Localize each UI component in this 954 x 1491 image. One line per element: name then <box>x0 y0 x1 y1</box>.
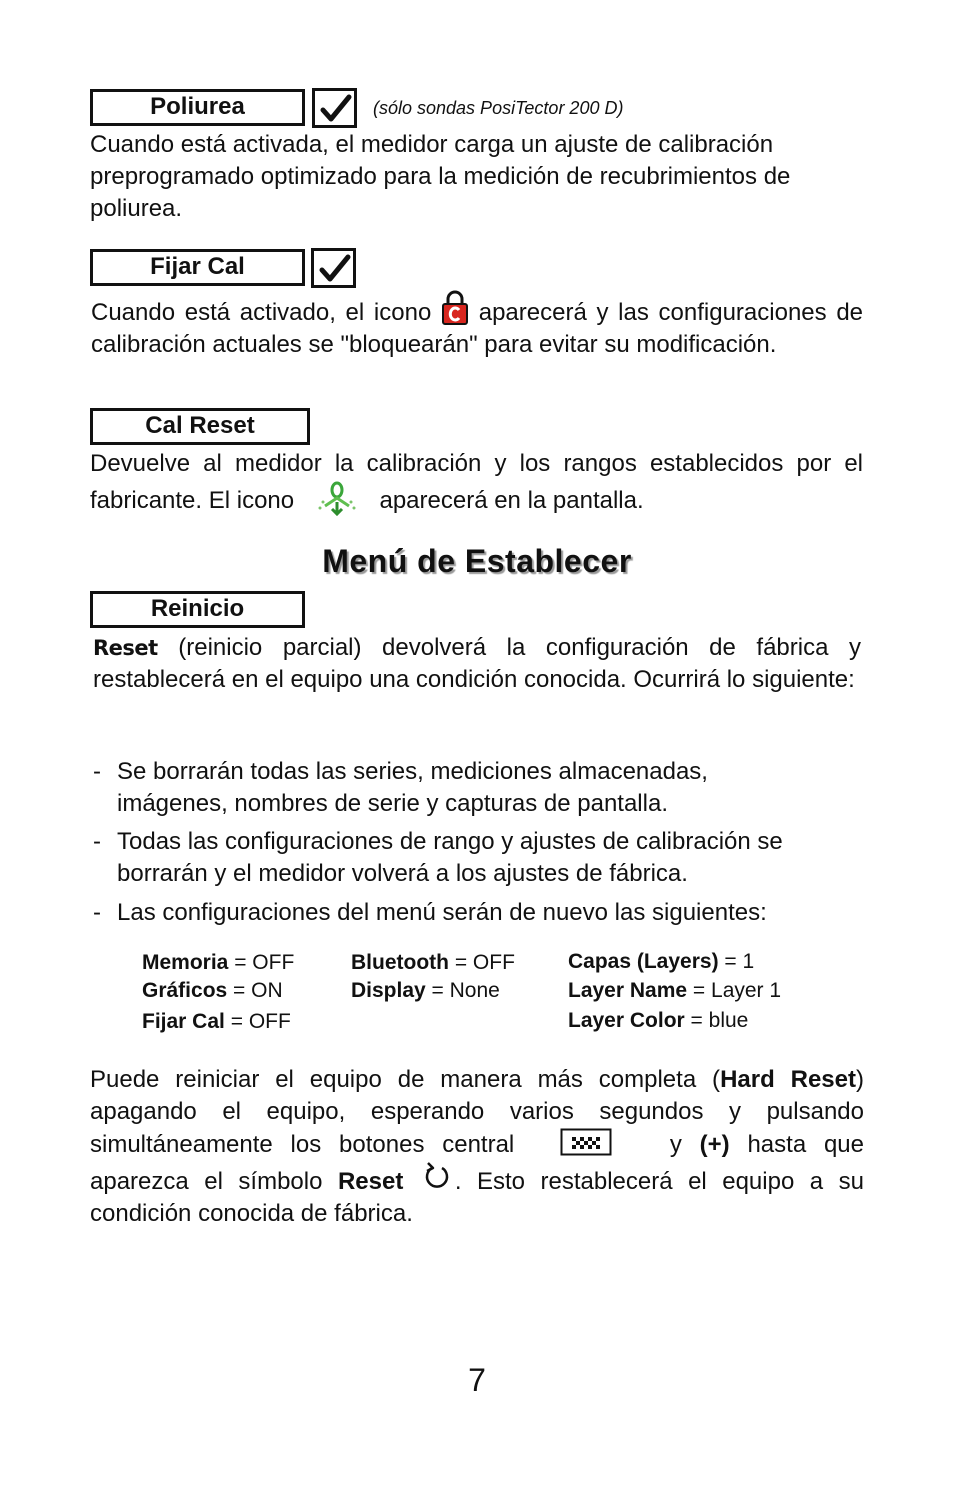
bullet-line: Todas las configuraciones de rango y ajustes de calibración se <box>117 828 783 855</box>
bullet-dash: - <box>93 899 101 926</box>
fijar-cal-description <box>91 290 863 361</box>
reinicio-description <box>93 632 861 696</box>
hard-reset-description: Puede reiniciar el equipo de manera más completa (Hard Reset) apagando el equipo, esperando varios segundos y pulsando simultáneamente los botones central y (+) hasta que aparezca el símbolo Reset . Esto restablecerá el equipo a su condición conocida de fábrica. <box>90 1066 864 1227</box>
reset-symbol-term: Reset <box>337 1168 404 1195</box>
cal-reset-label: Cal Reset <box>90 408 310 445</box>
setting-memoria: Memoria = OFF <box>142 951 295 974</box>
setting-capas: Capas (Layers) = 1 <box>568 950 755 973</box>
bullet-dash: - <box>93 758 101 785</box>
checkmark-icon <box>317 253 353 285</box>
setting-fijar-cal: Fijar Cal = OFF <box>142 1010 291 1033</box>
cal-reset-text-before: Devuelve al medidor la calibración y los rangos establecidos por el fabricante. El icono <box>90 450 863 514</box>
poliurea-label: Poliurea <box>90 89 305 126</box>
poliurea-checkbox <box>312 88 357 128</box>
plus-button-term: (+) <box>699 1131 730 1158</box>
reinicio-text: (reinicio parcial) devolverá la configuración de fábrica y restablecerá en el equipo una condición conocida. Ocurrirá lo siguiente: <box>93 634 861 693</box>
lock-c-icon <box>441 290 469 326</box>
fijar-cal-text-after: aparecerá y las configuraciones de calibración actuales se "bloquearán" para evitar su modificación. <box>91 299 864 358</box>
bullet-line: Se borrarán todas las series, mediciones almacenadas, <box>117 758 708 785</box>
setting-layer-color: Layer Color = blue <box>568 1009 749 1032</box>
fijar-cal-checkbox <box>311 248 356 288</box>
reinicio-label: Reinicio <box>90 591 305 628</box>
bullet-line: Las configuraciones del menú serán de nuevo las siguientes: <box>117 899 767 926</box>
bullet-dash: - <box>93 828 101 855</box>
poliurea-description: Cuando está activada, el medidor carga un ajuste de calibración preprogramado optimizado para la medición de recubrimientos de poliurea. <box>90 131 791 222</box>
hard-reset-term: Hard Reset <box>720 1066 856 1093</box>
menu-title: Menú de Establecer <box>322 543 632 579</box>
setting-display: Display = None <box>351 979 500 1002</box>
cal-reset-text-after: aparecerá en la pantalla. <box>379 487 644 514</box>
center-button-icon <box>560 1128 612 1156</box>
page-number: 7 <box>468 1362 486 1398</box>
bullet-line: borrarán y el medidor volverá a los ajustes de fábrica. <box>117 860 688 887</box>
reset-lead: Reset <box>93 636 158 660</box>
setting-graficos: Gráficos = ON <box>142 979 283 1002</box>
setting-layer-name: Layer Name = Layer 1 <box>568 979 782 1002</box>
cal-reset-icon <box>315 480 359 516</box>
cal-reset-description <box>90 448 863 517</box>
reset-symbol-icon <box>423 1161 451 1191</box>
fijar-cal-text-before: Cuando está activado, el icono <box>91 299 432 326</box>
fijar-cal-label: Fijar Cal <box>90 249 305 286</box>
bullet-line: imágenes, nombres de serie y capturas de pantalla. <box>117 790 668 817</box>
checkmark-icon <box>318 93 354 125</box>
setting-bluetooth: Bluetooth = OFF <box>351 951 515 974</box>
poliurea-note: (sólo sondas PosiTector 200 D) <box>373 98 624 118</box>
